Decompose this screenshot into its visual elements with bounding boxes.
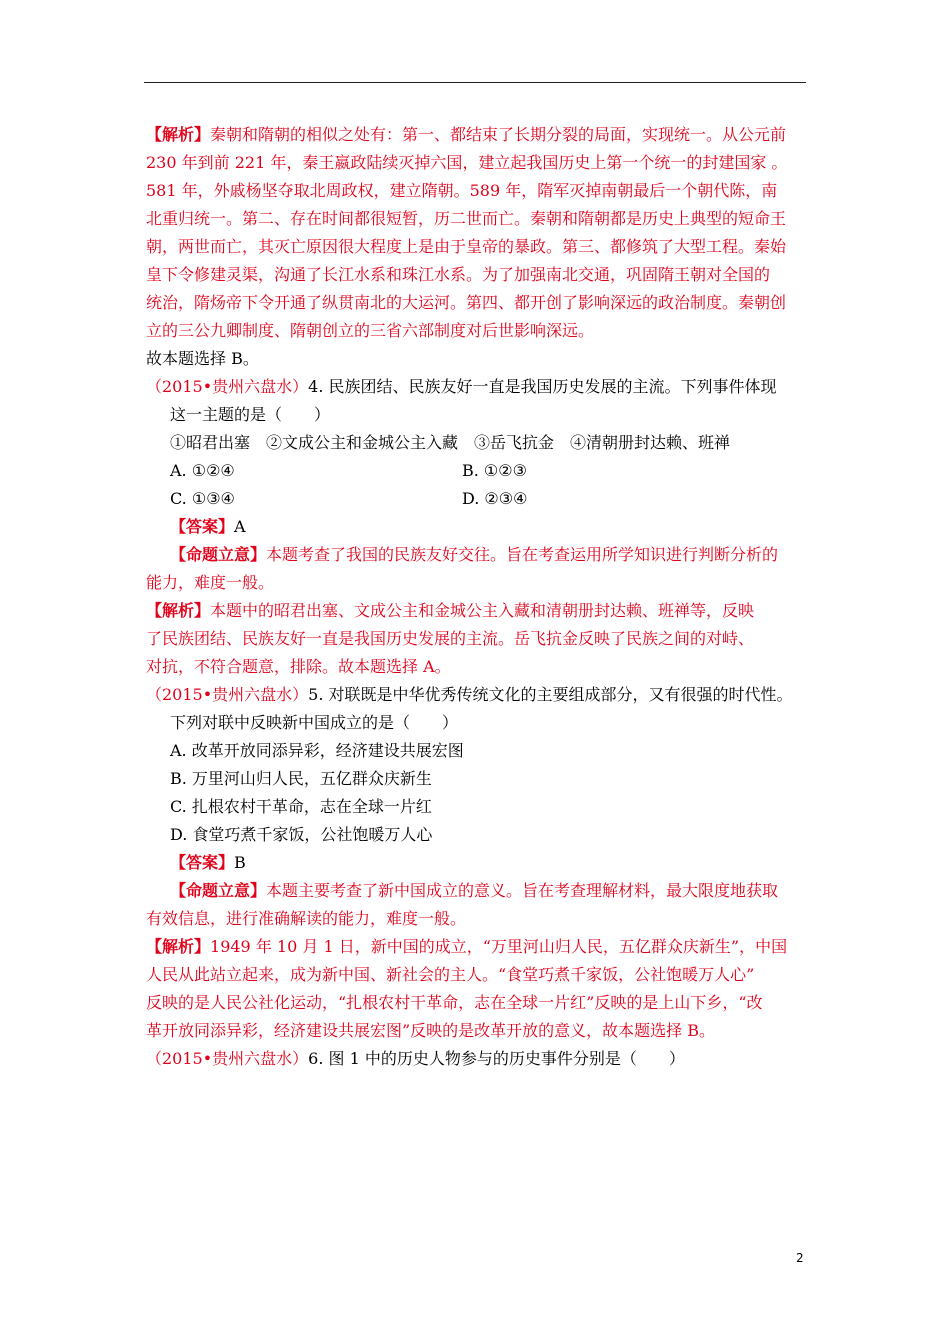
q5-analysis-line-4: 革开放同添异彩，经济建设共展宏图”反映的是改革开放的意义，故本题选择 B。 (146, 1021, 716, 1040)
q4-intent-line-2: 能力，难度一般。 (146, 573, 275, 592)
q6-source: （2015•贵州六盘水） (146, 1049, 309, 1068)
analysis-line-2: 230 年到前 221 年，秦王嬴政陆续灭掉六国，建立起我国历史上第一个统一的封建国家 。 (146, 153, 788, 172)
q4-analysis-line-1: 【解析】本题中的昭君出塞、文成公主和金城公主入藏和清朝册封达赖、班禅等，反映 (146, 601, 755, 620)
analysis-line-7: 统治，隋炀帝下令开通了纵贯南北的大运河。第四、都开创了影响深远的政治制度。秦朝创 (146, 293, 787, 312)
q4-option-c: C. ①③④ (170, 489, 235, 508)
analysis-line-1: 【解析】秦朝和隋朝的相似之处有：第一、都结束了长期分裂的局面，实现统一。从公元前 (146, 125, 787, 144)
header-rule (144, 82, 806, 83)
q4-stem-line-2: 这一主题的是（ ） (170, 405, 331, 424)
q5-stem-line-1: （2015•贵州六盘水）5. 对联既是中华优秀传统文化的主要组成部分，又有很强的时代性。 (146, 685, 793, 704)
analysis-tag: 【解析】 (146, 125, 211, 144)
q5-analysis-line-3: 反映的是人民公社化运动，“扎根农村干革命，志在全球一片红”反映的是上山下乡，“改 (146, 993, 763, 1012)
analysis-line-8: 立的三公九卿制度、隋朝创立的三省六部制度对后世影响深远。 (146, 321, 595, 340)
analysis-line-3: 581 年，外戚杨坚夺取北周政权，建立隋朝。589 年，隋军灭掉南朝最后一个朝代陈，南 (146, 181, 778, 200)
q5-option-b: B. 万里河山归人民，五亿群众庆新生 (170, 769, 432, 788)
q4-option-d: D. ②③④ (462, 489, 528, 508)
q4-intent-line-1: 【命题立意】本题考查了我国的民族友好交往。旨在考查运用所学知识进行判断分析的 (170, 545, 779, 564)
q4-source: （2015•贵州六盘水） (146, 377, 309, 396)
q4-option-a: A. ①②④ (170, 461, 235, 480)
q5-option-c: C. 扎根农村干革命，志在全球一片红 (170, 797, 432, 816)
analysis-conclusion: 故本题选择 B。 (146, 349, 259, 368)
q4-option-b: B. ①②③ (462, 461, 527, 480)
q5-intent-line-1: 【命题立意】本题主要考查了新中国成立的意义。旨在考查理解材料，最大限度地获取 (170, 881, 779, 900)
q5-stem-line-2: 下列对联中反映新中国成立的是（ ） (170, 713, 459, 732)
analysis-line-4: 北重归统一。第二、存在时间都很短暂，历二世而亡。秦朝和隋朝都是历史上典型的短命王 (146, 209, 787, 228)
answer-tag: 【答案】 (170, 853, 235, 872)
q4-analysis-line-2: 了民族团结、民族友好一直是我国历史发展的主流。岳飞抗金反映了民族之间的对峙、 (146, 629, 755, 648)
analysis-line-6: 皇下令修建灵渠，沟通了长江水系和珠江水系。为了加强南北交通，巩固隋王朝对全国的 (146, 265, 771, 284)
q5-option-a: A. 改革开放同添异彩，经济建设共展宏图 (170, 741, 464, 760)
analysis-tag: 【解析】 (146, 937, 211, 956)
intent-tag: 【命题立意】 (170, 545, 267, 564)
q6-stem: （2015•贵州六盘水）6. 图 1 中的历史人物参与的历史事件分别是（ ） (146, 1049, 685, 1068)
answer-tag: 【答案】 (170, 517, 235, 536)
q4-answer: 【答案】A (170, 517, 246, 536)
analysis-line-5: 朝，两世而亡，其灭亡原因很大程度上是由于皇帝的暴政。第三、都修筑了大型工程。秦始 (146, 237, 787, 256)
page-number: 2 (796, 1251, 804, 1265)
q4-stem-line-1: （2015•贵州六盘水）4. 民族团结、民族友好一直是我国历史发展的主流。下列事件体现 (146, 377, 777, 396)
q5-intent-line-2: 有效信息，进行准确解读的能力，难度一般。 (146, 909, 467, 928)
q5-option-d: D. 食堂巧煮千家饭，公社饱暖万人心 (170, 825, 433, 844)
analysis-tag: 【解析】 (146, 601, 211, 620)
q4-analysis-line-3: 对抗，不符合题意，排除。故本题选择 A。 (146, 657, 451, 676)
q5-source: （2015•贵州六盘水） (146, 685, 309, 704)
intent-tag: 【命题立意】 (170, 881, 267, 900)
q4-items: ①昭君出塞 ②文成公主和金城公主入藏 ③岳飞抗金 ④清朝册封达赖、班禅 (170, 433, 731, 452)
q5-analysis-line-1: 【解析】1949 年 10 月 1 日，新中国的成立，“万里河山归人民，五亿群众庆新生”，中国 (146, 937, 788, 956)
q5-analysis-line-2: 人民从此站立起来，成为新中国、新社会的主人。“食堂巧煮千家饭，公社饱暖万人心” (146, 965, 755, 984)
q5-answer: 【答案】B (170, 853, 246, 872)
